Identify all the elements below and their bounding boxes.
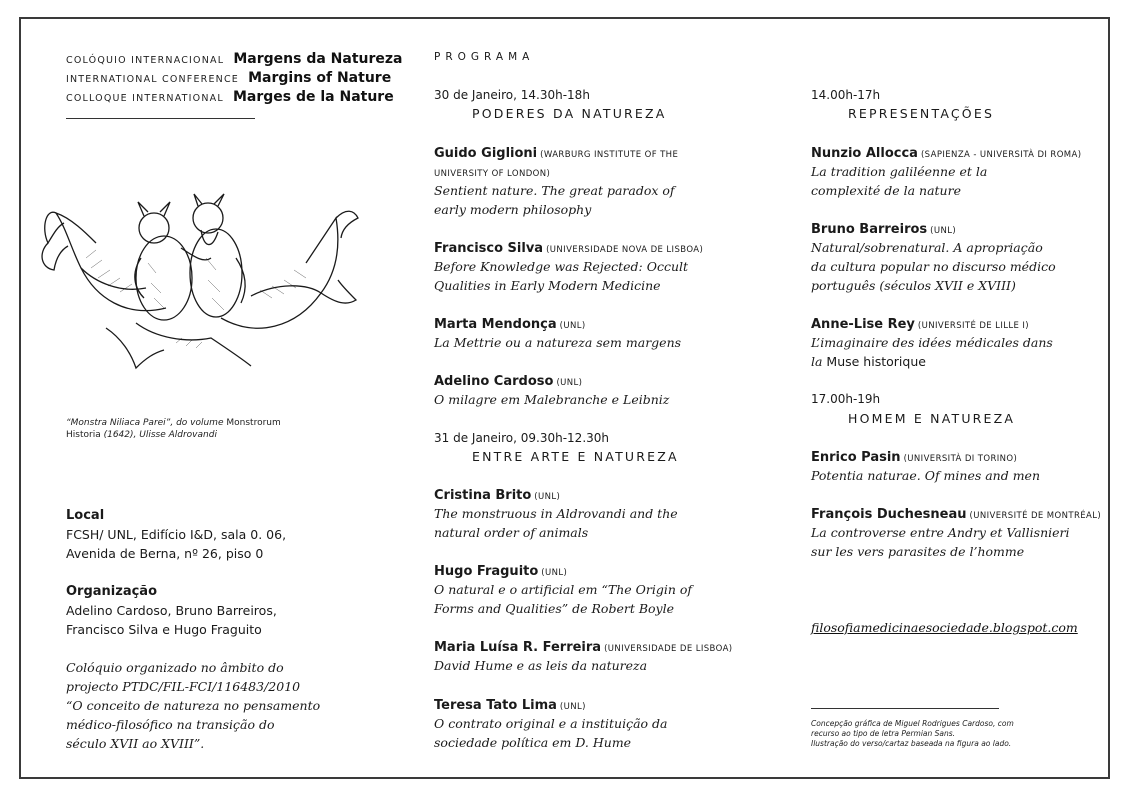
talk-title: Forms and Qualities” de Robert Boyle	[434, 601, 675, 616]
session-time: 30 de Janeiro, 14.30h-18h	[434, 88, 590, 102]
talk-speaker: Nunzio Allocca (SAPIENZA - UNIVERSITÀ DI ROMA)	[811, 146, 1082, 161]
talk-speaker: Teresa Tato Lima (UNL)	[434, 698, 586, 713]
talk-title: Potentia naturae. Of mines and men	[811, 468, 1041, 483]
talk-title: Before Knowledge was Rejected: Occult	[434, 259, 689, 274]
illustration-caption: “Monstra Niliaca Parei”, do volume Monstrorum Historia (1642), Ulisse Aldrovandi	[66, 418, 281, 440]
project-line: “O conceito de natureza no pensamento	[66, 698, 321, 713]
talk-title: Natural/sobrenatural. A apropriação	[811, 240, 1043, 255]
talk-title: la Muse historique	[811, 354, 926, 369]
talk-speaker: Bruno Barreiros (UNL)	[811, 222, 957, 237]
talk-title: La Mettrie ou a natureza sem margens	[434, 335, 682, 350]
talk-speaker: Maria Luísa R. Ferreira (UNIVERSIDADE DE LISBOA)	[434, 640, 733, 655]
talk-title: La tradition galiléenne et la	[811, 164, 988, 179]
talk-title: The monstruous in Aldrovandi and the	[434, 506, 678, 521]
organization-heading: Organização	[66, 584, 157, 599]
talk-title: complexité de la nature	[811, 183, 961, 198]
project-line: projecto PTDC/FIL-FCI/116483/2010	[66, 679, 301, 694]
section-title: ENTRE ARTE E NATUREZA	[472, 449, 679, 464]
talk-title: David Hume e as leis da natureza	[434, 658, 648, 673]
credits-rule	[811, 708, 999, 709]
talk-speaker: Anne-Lise Rey (UNIVERSITÉ DE LILLE I)	[811, 317, 1029, 332]
organization-line: Adelino Cardoso, Bruno Barreiros,	[66, 603, 277, 618]
talk-title: sociedade política em D. Hume	[434, 735, 632, 750]
session-time: 14.00h-17h	[811, 88, 881, 102]
header-line-fr: COLLOQUE INTERNATIONAL Marges de la Nature	[66, 89, 394, 105]
project-line: século XVII ao XVIII”.	[66, 736, 205, 751]
local-line: FCSH/ UNL, Edifício I&D, sala 0. 06,	[66, 527, 287, 542]
talk-speaker: Adelino Cardoso (UNL)	[434, 374, 583, 389]
local-heading: Local	[66, 508, 105, 523]
talk-title: português (séculos XVII e XVIII)	[811, 278, 1016, 293]
talk-title: La controverse entre Andry et Vallisnieri	[811, 525, 1070, 540]
talk-title: Sentient nature. The great paradox of	[434, 183, 675, 198]
talk-title: sur les vers parasites de l’homme	[811, 544, 1025, 559]
talk-speaker: Hugo Fraguito (UNL)	[434, 564, 568, 579]
local-line: Avenida de Berna, nº 26, piso 0	[66, 546, 264, 561]
section-title: HOMEM E NATUREZA	[848, 411, 1016, 426]
mermen-engraving-icon	[36, 188, 361, 388]
talk-title: O natural e o artificial em “The Origin of	[434, 582, 693, 597]
talk-title: L’imaginaire des idées médicales dans	[811, 335, 1053, 350]
header-line-pt: COLÓQUIO INTERNACIONAL Margens da Natureza	[66, 51, 403, 67]
talk-title: early modern philosophy	[434, 202, 592, 217]
section-title: REPRESENTAÇÕES	[848, 106, 995, 121]
talk-title: natural order of animals	[434, 525, 589, 540]
program-heading: PROGRAMA	[434, 51, 535, 63]
section-title: PODERES DA NATUREZA	[472, 106, 667, 121]
organization-line: Francisco Silva e Hugo Fraguito	[66, 622, 262, 637]
header-line-en: INTERNATIONAL CONFERENCE Margins of Nature	[66, 70, 392, 86]
talk-title: Qualities in Early Modern Medicine	[434, 278, 661, 293]
session-time: 17.00h-19h	[811, 392, 881, 406]
talk-speaker: Cristina Brito (UNL)	[434, 488, 561, 503]
talk-speaker: Enrico Pasin (UNIVERSITÀ DI TORINO)	[811, 450, 1018, 465]
project-line: Colóquio organizado no âmbito do	[66, 660, 284, 675]
talk-speaker: Francisco Silva (UNIVERSIDADE NOVA DE LISBOA)	[434, 241, 704, 256]
project-line: médico-filosófico na transição do	[66, 717, 275, 732]
blog-link[interactable]: filosofiamedicinaesociedade.blogspot.com	[811, 620, 1078, 635]
talk-title: O milagre em Malebranche e Leibniz	[434, 392, 670, 407]
talk-title: da cultura popular no discurso médico	[811, 259, 1056, 274]
session-time: 31 de Janeiro, 09.30h-12.30h	[434, 431, 610, 445]
design-credits: Concepção gráfica de Miguel Rodrigues Cardoso, com recurso ao tipo de letra Permian Sans. Ilustração do verso/cartaz baseada na figura ao lado.	[811, 719, 1014, 748]
talk-affiliation: UNIVERSITY OF LONDON)	[434, 169, 551, 179]
header-rule	[66, 118, 255, 119]
talk-title: O contrato original e a instituição da	[434, 716, 668, 731]
talk-speaker: Marta Mendonça (UNL)	[434, 317, 586, 332]
talk-speaker: François Duchesneau (UNIVERSITÉ DE MONTRÉAL)	[811, 507, 1102, 522]
talk-speaker: Guido Giglioni (WARBURG INSTITUTE OF THE	[434, 146, 679, 161]
